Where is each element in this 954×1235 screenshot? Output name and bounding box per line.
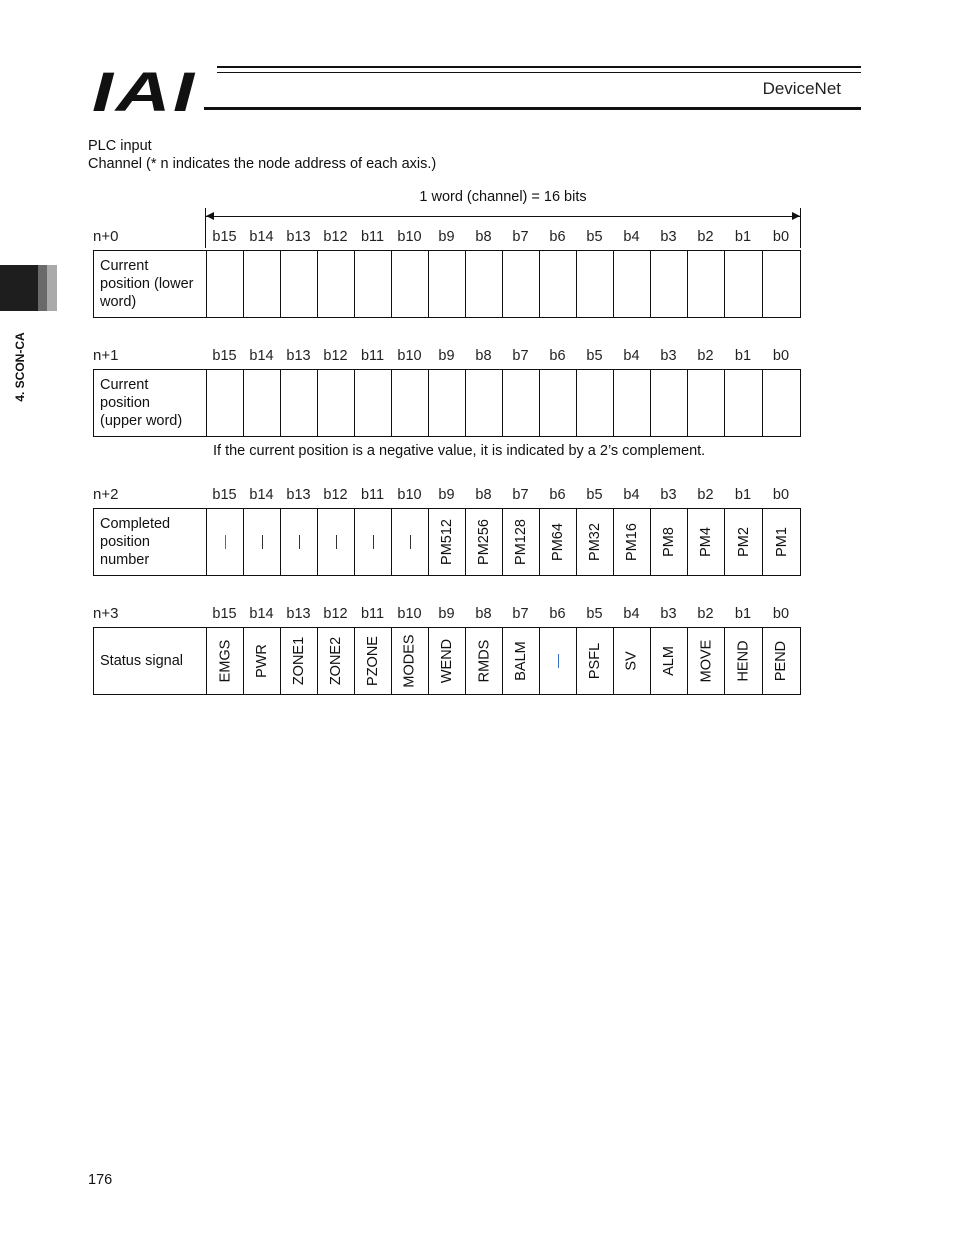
unused-bit-dash bbox=[225, 535, 226, 549]
bit-signal-label: ALM bbox=[660, 646, 677, 676]
channel-block bbox=[93, 228, 801, 318]
header-rule-top bbox=[217, 66, 861, 68]
bit-cell bbox=[317, 628, 354, 694]
bit-cell bbox=[354, 370, 391, 436]
bit-header: b15 bbox=[212, 229, 237, 245]
bit-cell bbox=[243, 370, 280, 436]
bit-cell bbox=[354, 628, 391, 694]
bit-signal-label: HEND bbox=[735, 640, 752, 682]
bit-signal-label: PM256 bbox=[476, 519, 493, 565]
bit-header: b7 bbox=[512, 606, 529, 622]
bit-signal-label: PM512 bbox=[439, 519, 456, 565]
bit-header: b15 bbox=[212, 348, 237, 364]
channel-label: n+3 bbox=[93, 605, 119, 622]
bit-signal-label: PM8 bbox=[660, 527, 677, 557]
bit-cell bbox=[280, 628, 317, 694]
bit-signal-label: PSFL bbox=[587, 642, 604, 680]
arrow-left-icon bbox=[206, 212, 214, 220]
bit-header: b13 bbox=[286, 348, 311, 364]
bit-cell bbox=[613, 509, 650, 575]
bit-header: b3 bbox=[660, 229, 677, 245]
bit-cell bbox=[243, 628, 280, 694]
channel-row bbox=[93, 627, 801, 695]
bit-header: b1 bbox=[734, 229, 752, 245]
bit-header: b15 bbox=[212, 487, 237, 503]
bit-header: b15 bbox=[212, 606, 237, 622]
bit-signal-label: PM128 bbox=[513, 519, 530, 565]
bit-header: b14 bbox=[249, 229, 274, 245]
bit-cell bbox=[724, 628, 762, 694]
bit-header: b0 bbox=[772, 487, 790, 503]
bit-header: b8 bbox=[475, 229, 492, 245]
bit-cell bbox=[539, 509, 576, 575]
intro-line-2: Channel (* n indicates the node address of each axis.) bbox=[88, 156, 437, 172]
bit-header: b4 bbox=[623, 348, 640, 364]
bit-signal-label: MODES bbox=[402, 634, 419, 688]
bit-cell bbox=[502, 370, 539, 436]
channel-block bbox=[93, 605, 801, 695]
bit-header: b8 bbox=[475, 606, 492, 622]
bit-cell bbox=[502, 628, 539, 694]
bit-cell bbox=[762, 370, 800, 436]
bit-header: b1 bbox=[734, 606, 752, 622]
bit-cell bbox=[576, 628, 613, 694]
bit-signal-label: PM16 bbox=[624, 523, 641, 561]
bit-header: b6 bbox=[549, 606, 566, 622]
bit-header: b5 bbox=[586, 229, 603, 245]
negative-value-note: If the current position is a negative value, it is indicated by a 2’s complement. bbox=[213, 443, 706, 459]
bit-cell bbox=[206, 370, 243, 436]
bit-cell bbox=[391, 370, 428, 436]
bit-cell bbox=[613, 370, 650, 436]
bit-signal-label: PM32 bbox=[587, 523, 604, 561]
bit-header: b10 bbox=[397, 487, 422, 503]
bit-header: b0 bbox=[772, 606, 790, 622]
bit-cell bbox=[317, 370, 354, 436]
bit-header: b11 bbox=[360, 229, 385, 245]
bit-cell bbox=[613, 628, 650, 694]
bit-cell bbox=[391, 251, 428, 317]
unused-bit-dash bbox=[299, 535, 300, 549]
bit-cell bbox=[428, 628, 465, 694]
bit-header: b3 bbox=[660, 348, 677, 364]
bit-signal-label: PZONE bbox=[365, 636, 382, 686]
page-number: 176 bbox=[88, 1172, 113, 1188]
bit-signal-label: PM64 bbox=[550, 523, 567, 561]
header-rule-upper bbox=[217, 72, 861, 73]
bit-header: b3 bbox=[660, 606, 677, 622]
bit-cell bbox=[724, 370, 762, 436]
bit-header: b5 bbox=[586, 606, 603, 622]
bit-signal-label: BALM bbox=[513, 641, 529, 681]
bit-cell bbox=[576, 370, 613, 436]
bit-signal-label: SV bbox=[624, 651, 640, 671]
bit-header: b7 bbox=[512, 229, 529, 245]
bit-cell bbox=[539, 628, 576, 694]
bit-header: b10 bbox=[397, 606, 422, 622]
bit-header: b6 bbox=[549, 348, 566, 364]
bit-header: b8 bbox=[475, 487, 492, 503]
bit-cell bbox=[280, 370, 317, 436]
bit-signal-label: PWR bbox=[254, 644, 270, 678]
bit-cell bbox=[762, 509, 800, 575]
bit-cell bbox=[317, 509, 354, 575]
bit-header: b14 bbox=[249, 348, 274, 364]
bit-cell bbox=[539, 251, 576, 317]
bit-header: b6 bbox=[549, 229, 566, 245]
intro-line-1: PLC input bbox=[88, 138, 152, 154]
bit-cell bbox=[391, 628, 428, 694]
bit-header: b4 bbox=[623, 487, 640, 503]
bit-cell bbox=[243, 509, 280, 575]
bit-cell bbox=[724, 509, 762, 575]
bit-cell bbox=[650, 509, 687, 575]
bit-signal-label: PM1 bbox=[773, 527, 790, 557]
side-tab-block-dark bbox=[0, 265, 38, 311]
bit-header: b4 bbox=[623, 606, 640, 622]
bit-cell bbox=[206, 628, 243, 694]
unused-bit-dash bbox=[373, 535, 374, 549]
bit-cell bbox=[613, 251, 650, 317]
header-rule-bottom bbox=[204, 107, 861, 110]
channel-row bbox=[93, 250, 801, 318]
bit-header: b6 bbox=[549, 487, 566, 503]
bit-cell bbox=[280, 509, 317, 575]
bit-cell bbox=[206, 509, 243, 575]
bit-signal-label: ZONE1 bbox=[291, 636, 307, 686]
bit-header: b0 bbox=[772, 348, 790, 364]
bit-cell bbox=[354, 509, 391, 575]
bit-header: b0 bbox=[772, 229, 790, 245]
channel-label: n+0 bbox=[93, 228, 119, 245]
channel-header bbox=[93, 347, 801, 369]
unused-bit-dash bbox=[336, 535, 337, 549]
bit-header: b8 bbox=[475, 348, 492, 364]
bit-header: b9 bbox=[438, 487, 455, 503]
bit-signal-label: ZONE2 bbox=[328, 636, 344, 686]
bit-header: b12 bbox=[323, 606, 348, 622]
bit-signal-label: WEND bbox=[439, 638, 455, 684]
bit-header: b9 bbox=[438, 348, 455, 364]
channel-description: Completed position number bbox=[100, 516, 171, 568]
bit-header: b2 bbox=[697, 606, 714, 622]
channel-block bbox=[93, 486, 801, 576]
bit-cell bbox=[206, 251, 243, 317]
bit-header: b14 bbox=[249, 606, 274, 622]
bit-header: b13 bbox=[286, 487, 311, 503]
bit-signal-label: PM2 bbox=[735, 527, 752, 557]
bit-cell bbox=[687, 251, 724, 317]
side-tab-block-mid bbox=[38, 265, 47, 311]
bit-header: b7 bbox=[512, 487, 529, 503]
bit-cell bbox=[391, 509, 428, 575]
bit-header: b12 bbox=[323, 348, 348, 364]
bit-cell bbox=[317, 251, 354, 317]
chapter-tab-label: 4. SCON-CA bbox=[13, 332, 27, 402]
channel-description: Current position (upper word) bbox=[100, 377, 183, 429]
bit-cell bbox=[428, 251, 465, 317]
channel-header bbox=[93, 605, 801, 627]
bit-cell bbox=[687, 370, 724, 436]
bit-cell bbox=[428, 509, 465, 575]
bit-header: b1 bbox=[734, 348, 752, 364]
bit-header: b4 bbox=[623, 229, 640, 245]
bit-header: b11 bbox=[360, 348, 385, 364]
bit-cell bbox=[576, 251, 613, 317]
bit-cell bbox=[650, 628, 687, 694]
bit-header: b2 bbox=[697, 229, 714, 245]
channel-description: Current position (lower word) bbox=[100, 258, 194, 310]
bit-header: b13 bbox=[286, 229, 311, 245]
bit-header: b10 bbox=[397, 348, 422, 364]
channel-row bbox=[93, 369, 801, 437]
bit-signal-label: EMGS bbox=[217, 639, 234, 683]
bit-header: b14 bbox=[249, 487, 274, 503]
bit-cell bbox=[465, 370, 502, 436]
bit-cell bbox=[428, 370, 465, 436]
product-name: DeviceNet bbox=[762, 79, 841, 98]
bit-header: b12 bbox=[323, 487, 348, 503]
unused-bit-dash bbox=[262, 535, 263, 549]
bit-header: b13 bbox=[286, 606, 311, 622]
bit-cell bbox=[465, 251, 502, 317]
bit-header: b12 bbox=[323, 229, 348, 245]
channel-label: n+2 bbox=[93, 486, 119, 503]
bit-header: b3 bbox=[660, 487, 677, 503]
bit-header: b9 bbox=[438, 606, 455, 622]
bit-cell bbox=[502, 509, 539, 575]
bit-cell bbox=[243, 251, 280, 317]
word-width-arrow bbox=[206, 216, 800, 217]
channel-header bbox=[93, 486, 801, 508]
arrow-right-icon bbox=[792, 212, 800, 220]
channel-label: n+1 bbox=[93, 347, 119, 364]
bit-cell bbox=[576, 509, 613, 575]
bit-cell bbox=[762, 251, 800, 317]
unused-bit-dash bbox=[410, 535, 411, 549]
bit-cell bbox=[650, 251, 687, 317]
bit-cell bbox=[762, 628, 800, 694]
bit-signal-label: RMDS bbox=[476, 639, 493, 683]
bit-signal-label: MOVE bbox=[698, 639, 715, 683]
bit-header: b9 bbox=[438, 229, 455, 245]
bit-cell bbox=[650, 370, 687, 436]
bit-header: b11 bbox=[360, 606, 385, 622]
bit-cell bbox=[354, 251, 391, 317]
bit-header: b2 bbox=[697, 487, 714, 503]
bit-cell bbox=[502, 251, 539, 317]
bit-header: b5 bbox=[586, 487, 603, 503]
bit-cell bbox=[687, 509, 724, 575]
unused-bit-dash bbox=[558, 654, 559, 668]
bit-cell bbox=[687, 628, 724, 694]
bit-header: b5 bbox=[586, 348, 603, 364]
bit-cell bbox=[465, 509, 502, 575]
channel-header bbox=[93, 228, 801, 250]
iai-logo: IAI bbox=[92, 60, 197, 123]
channel-row bbox=[93, 508, 801, 576]
bit-header: b7 bbox=[512, 348, 529, 364]
bit-cell bbox=[280, 251, 317, 317]
side-tab-block-light bbox=[47, 265, 57, 311]
bit-signal-label: PM4 bbox=[697, 527, 714, 557]
bit-cell bbox=[539, 370, 576, 436]
word-width-label: 1 word (channel) = 16 bits bbox=[419, 189, 587, 205]
bit-cell bbox=[724, 251, 762, 317]
bit-header: b2 bbox=[697, 348, 714, 364]
bit-cell bbox=[465, 628, 502, 694]
channel-block bbox=[93, 347, 801, 437]
channel-description: Status signal bbox=[100, 653, 184, 669]
bit-header: b11 bbox=[360, 487, 385, 503]
bit-header: b1 bbox=[734, 487, 752, 503]
bit-header: b10 bbox=[397, 229, 422, 245]
bit-signal-label: PEND bbox=[773, 640, 790, 682]
